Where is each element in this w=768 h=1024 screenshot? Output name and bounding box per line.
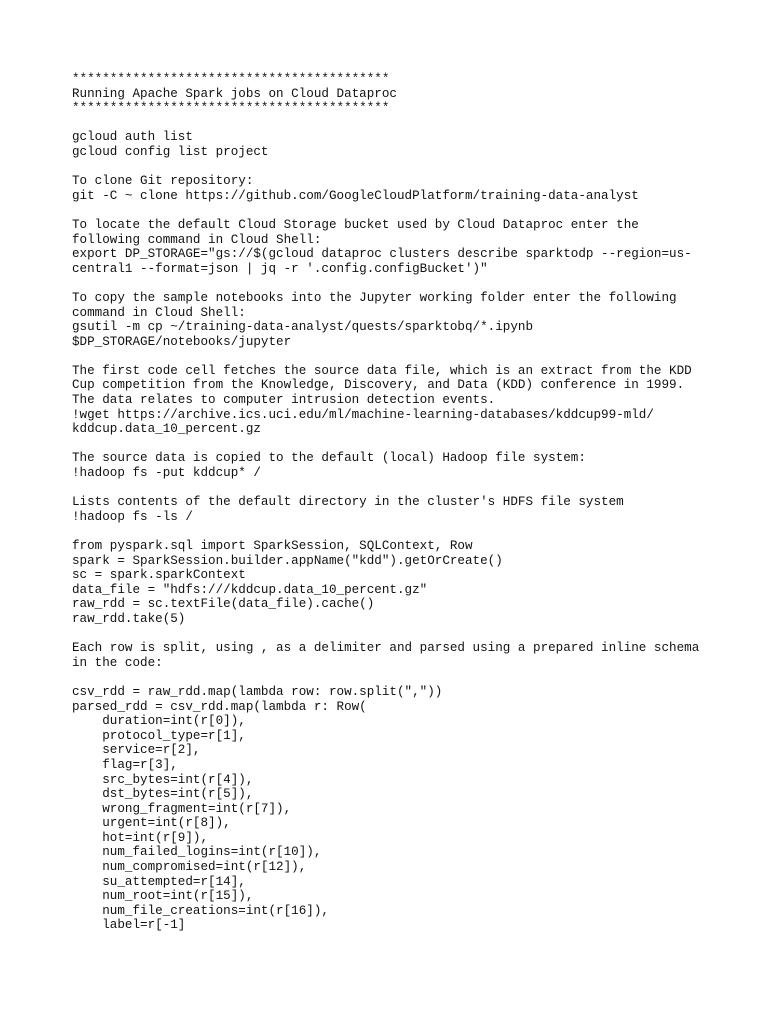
blank-line — [72, 160, 712, 175]
text-line: service=r[2], — [72, 743, 201, 758]
text-line: !hadoop fs -put kddcup* / — [72, 466, 261, 481]
text-line: Running Apache Spark jobs on Cloud Dataproc — [72, 86, 397, 101]
blank-line — [72, 627, 712, 642]
text-line: csv_rdd = raw_rdd.map(lambda row: row.split(",")) — [72, 684, 443, 699]
text-line: from pyspark.sql import SparkSession, SQLContext, Row — [72, 539, 473, 553]
blank-line — [72, 524, 712, 539]
blank-line — [72, 276, 712, 291]
text-line: src_bytes=int(r[4]), — [72, 772, 254, 787]
text-line: protocol_type=r[1], — [72, 728, 246, 743]
text-line: gcloud config list project — [72, 144, 269, 159]
text-line: ****************************************** — [72, 101, 390, 116]
text-line: gsutil -m cp ~/training-data-analyst/quests/sparktobq/*.ipynb — [72, 320, 534, 335]
text-line: duration=int(r[0]), — [72, 714, 246, 729]
text-line: flag=r[3], — [72, 757, 178, 772]
text-line: central1 --format=json | jq -r '.config.configBucket')" — [72, 261, 488, 276]
text-line: kddcup.data_10_percent.gz — [72, 422, 261, 437]
text-line: $DP_STORAGE/notebooks/jupyter — [72, 334, 292, 349]
document-page — [72, 72, 712, 933]
text-line: Each row is split, using , as a delimiter and parsed using a prepared inline schema — [72, 641, 700, 656]
blank-line — [72, 481, 712, 496]
text-line: The data relates to computer intrusion detection events. — [72, 393, 496, 408]
text-line: num_failed_logins=int(r[10]), — [72, 845, 322, 860]
text-line: !hadoop fs -ls / — [72, 509, 193, 524]
text-line: sc = spark.sparkContext — [72, 568, 246, 583]
text-line: command in Cloud Shell: — [72, 305, 246, 320]
text-line: num_compromised=int(r[12]), — [72, 860, 307, 875]
text-line: Cup competition from the Knowledge, Discovery, and Data (KDD) conference in 1999. — [72, 378, 685, 393]
text-line: ****************************************** — [72, 72, 390, 86]
blank-line — [72, 349, 712, 364]
blank-line — [72, 670, 712, 685]
text-line: The first code cell fetches the source data file, which is an extract from the KDD — [72, 363, 692, 378]
text-line: raw_rdd.take(5) — [72, 611, 186, 626]
blank-line — [72, 437, 712, 452]
text-line: To clone Git repository: — [72, 174, 254, 189]
text-line: wrong_fragment=int(r[7]), — [72, 801, 292, 816]
text-line: git -C ~ clone https://github.com/GoogleCloudPlatform/training-data-analyst — [72, 188, 639, 203]
text-line: num_file_creations=int(r[16]), — [72, 903, 329, 918]
text-line: spark = SparkSession.builder.appName("kdd").getOrCreate() — [72, 553, 503, 568]
text-line: following command in Cloud Shell: — [72, 232, 322, 247]
text-line: export DP_STORAGE="gs://$(gcloud dataproc clusters describe sparktodp --region=us- — [72, 247, 692, 262]
text-line: raw_rdd = sc.textFile(data_file).cache() — [72, 597, 375, 612]
text-line: gcloud auth list — [72, 130, 193, 145]
text-line: label=r[-1] — [72, 918, 186, 933]
text-line: !wget https://archive.ics.uci.edu/ml/machine-learning-databases/kddcup99-mld/ — [72, 407, 654, 422]
text-line: To locate the default Cloud Storage bucket used by Cloud Dataproc enter the — [72, 217, 639, 232]
text-line: su_attempted=r[14], — [72, 874, 246, 889]
text-line: The source data is copied to the default (local) Hadoop file system: — [72, 451, 586, 466]
text-line: dst_bytes=int(r[5]), — [72, 787, 254, 802]
text-line: num_root=int(r[15]), — [72, 889, 254, 904]
text-line: Lists contents of the default directory in the cluster's HDFS file system — [72, 495, 624, 510]
text-line: hot=int(r[9]), — [72, 830, 209, 845]
text-line: in the code: — [72, 655, 163, 670]
text-line: urgent=int(r[8]), — [72, 816, 231, 831]
text-line: parsed_rdd = csv_rdd.map(lambda r: Row( — [72, 699, 367, 714]
blank-line — [72, 116, 712, 131]
blank-line — [72, 203, 712, 218]
text-line: To copy the sample notebooks into the Jupyter working folder enter the following — [72, 290, 677, 305]
text-line: data_file = "hdfs:///kddcup.data_10_percent.gz" — [72, 582, 428, 597]
